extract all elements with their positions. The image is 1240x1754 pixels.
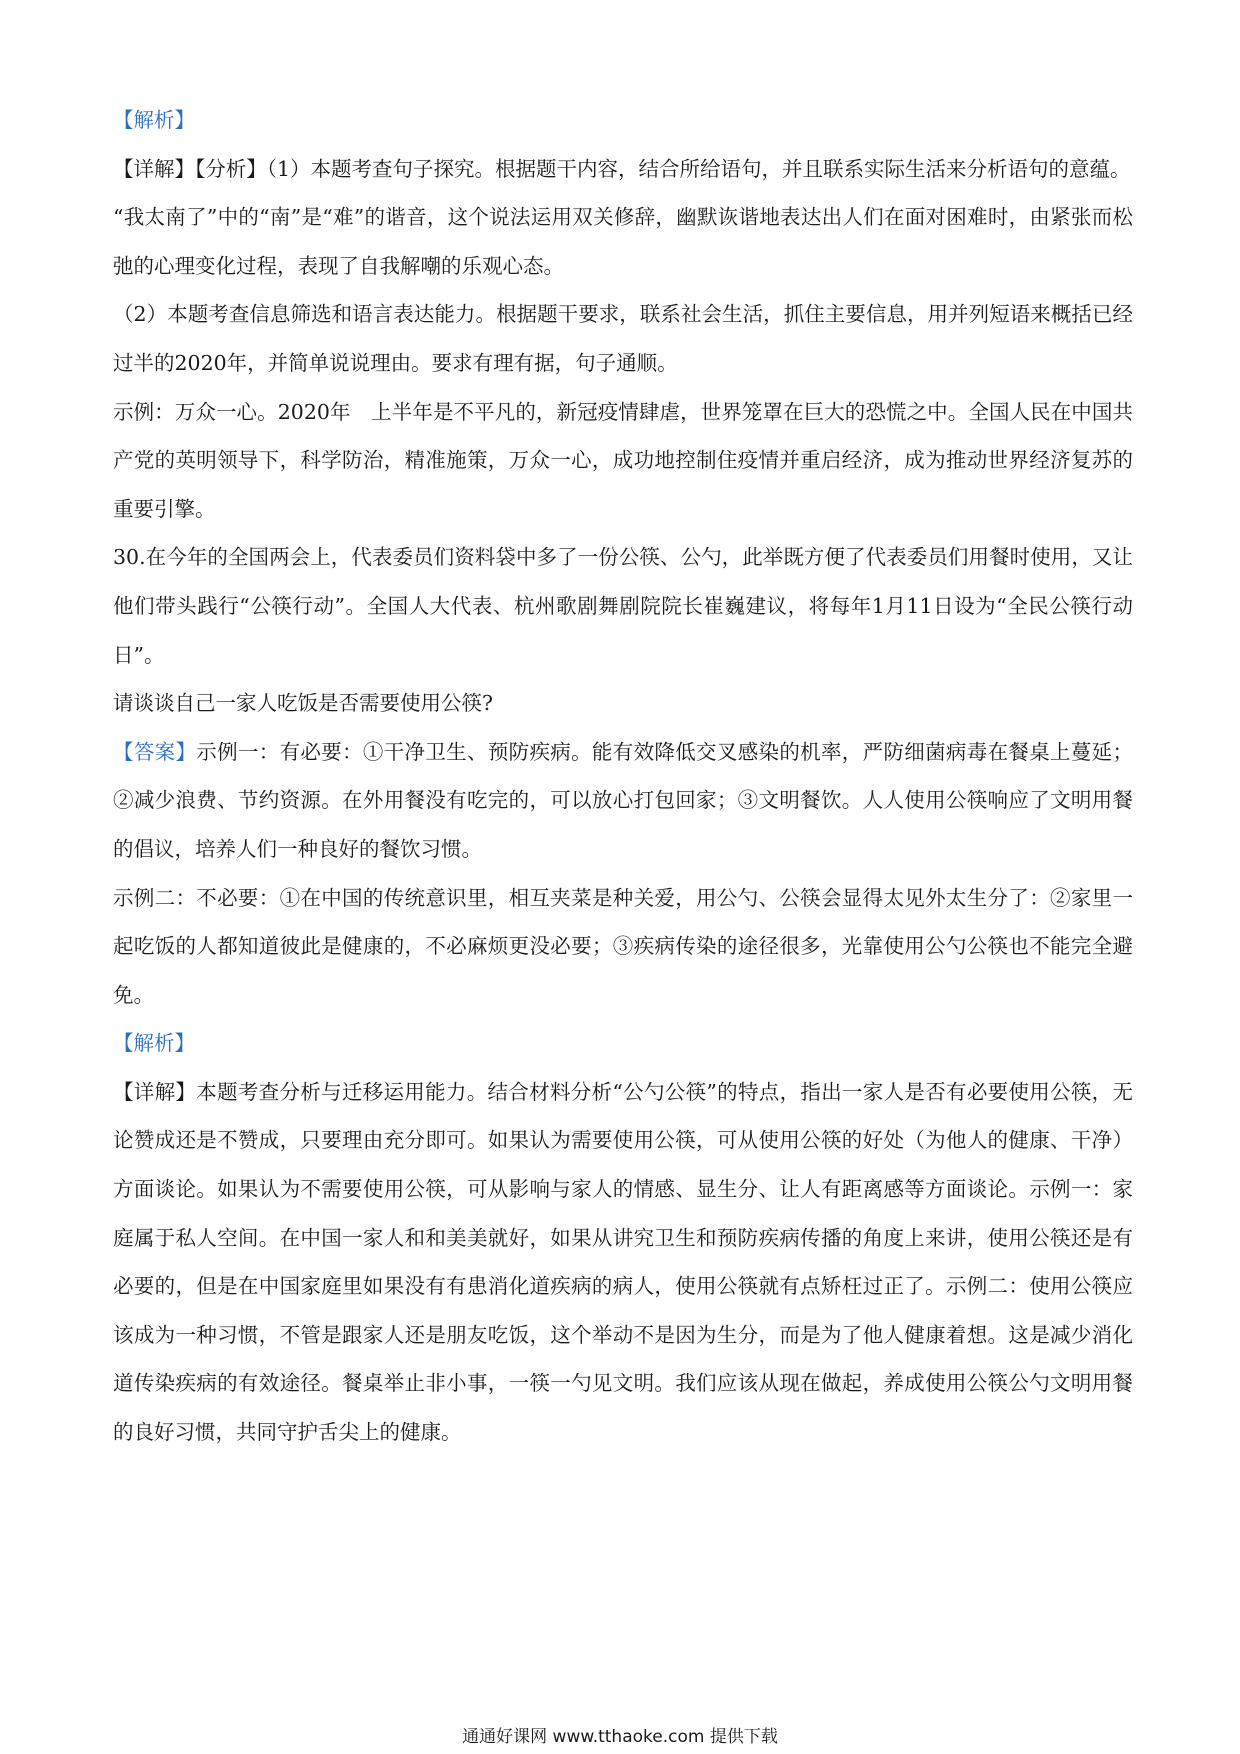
analysis-heading-2: [113, 1019, 1133, 1068]
document-body: [113, 96, 1133, 1457]
analysis-heading: [113, 96, 1133, 145]
example-paragraph: 示例：万众一心。2020年 上半年是不平凡的，新冠疫情肆虐，世界笼罩在巨大的恐慌之中。全国人民在中国共产党的英明领导下，科学防治，精准施策，万众一心，成功地控制住疫情并重启经济，成为推动世界经济复苏的重要引擎。: [113, 399, 1133, 521]
analysis-tag: 【解析】: [113, 108, 195, 132]
page-footer: 通通好课网 www.tthaoke.com 提供下载: [462, 1727, 778, 1747]
detail-analysis-paragraph: 【详解】【分析】（1）本题考查句子探究。根据题干内容，结合所给语句，并且联系实际生活来分析语句的意蕴。: [113, 156, 1131, 181]
pun-explanation-paragraph: “我太南了”中的“南”是“难”的谐音，这个说法运用双关修辞，幽默诙谐地表达出人们在面对困难时，由紧张而松弛的心理变化过程，表现了自我解嘲的乐观心态。: [113, 205, 1133, 278]
question-30-prompt: 请谈谈自己一家人吃饭是否需要使用公筷?: [113, 691, 493, 716]
question-30-paragraph: 30.在今年的全国两会上，代表委员们资料袋中多了一份公筷、公勺，此举既方便了代表委员们用餐时使用，又让他们带头践行“公筷行动”。全国人大代表、杭州歌剧舞剧院院长崔巍建议，将每年1月11日设为“全民公筷行动日”。: [113, 545, 1133, 667]
answer-text: 示例一：有必要：①干净卫生、预防疾病。能有效降低交叉感染的机率，严防细菌病毒在餐桌上蔓延；②减少浪费、节约资源。在外用餐没有吃完的，可以放心打包回家；③文明餐饮。人人使用公筷响应了文明用餐的倡议，培养人们一种良好的餐饮习惯。: [113, 739, 1134, 861]
answer-paragraph: [113, 728, 1133, 874]
question-2-analysis-paragraph: （2）本题考查信息筛选和语言表达能力。根据题干要求，联系社会生活，抓住主要信息，用并列短语来概括已经过半的2020年，并简单说说理由。要求有理有据，句子通顺。: [113, 302, 1133, 375]
analysis-tag-2: 【解析】: [113, 1031, 195, 1056]
detail-paragraph: 【详解】本题考查分析与迁移运用能力。结合材料分析“公勺公筷”的特点，指出一家人是否有必要使用公筷，无论赞成还是不赞成，只要理由充分即可。如果认为需要使用公筷，可从使用公筷的好处（为他人的健康、干净）方面谈论。如果认为不需要使用公筷，可从影响与家人的情感、显生分、让人有距离感等方面谈论。示例一：家庭属于私人空间。在中国一家人和和美美就好，如果从讲究卫生和预防疾病传播的角度上来讲，使用公筷还是有必要的，但是在中国家庭里如果没有有患消化道疾病的病人，使用公筷就有点矫枉过正了。示例二：使用公筷应该成为一种习惯，不管是跟家人还是朋友吃饭，这个举动不是因为生分，而是为了他人健康着想。这是减少消化道传染疾病的有效途径。餐桌举止非小事，一筷一勺见文明。我们应该从现在做起，养成使用公筷公勺文明用餐的良好习惯，共同守护舌尖上的健康。: [113, 1079, 1133, 1445]
example-two-paragraph: 示例二：不必要：①在中国的传统意识里，相互夹菜是种关爱，用公勺、公筷会显得太见外太生分了：②家里一起吃饭的人都知道彼此是健康的，不必麻烦更没必要；③疾病传染的途径很多，光靠使用公勺公筷也不能完全避免。: [113, 885, 1133, 1007]
answer-tag: 【答案】: [113, 739, 197, 764]
